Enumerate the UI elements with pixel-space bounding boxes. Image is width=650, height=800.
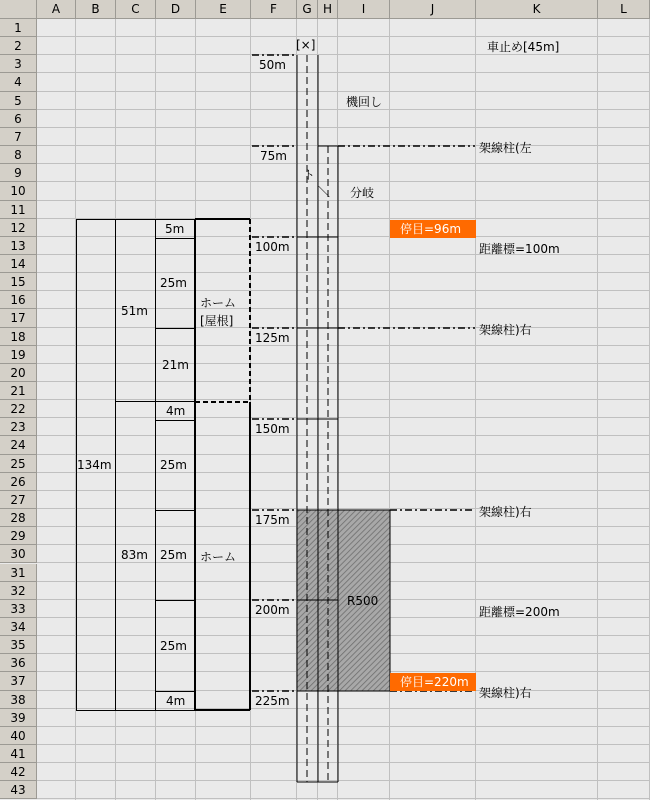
distance-100-label: 距離標=100m <box>479 242 560 256</box>
column-header-a[interactable]: A <box>37 0 76 19</box>
len-83m: 83m <box>121 548 148 562</box>
row-header-19[interactable]: 19 <box>0 346 37 364</box>
platform-roof-label-2: [屋根] <box>200 314 234 328</box>
row-header-18[interactable]: 18 <box>0 328 37 346</box>
marker-50m: 50m <box>259 58 286 72</box>
row-header-11[interactable]: 11 <box>0 201 37 219</box>
column-header-e[interactable]: E <box>196 0 251 19</box>
marker-175m: 175m <box>255 513 290 527</box>
row-header-6[interactable]: 6 <box>0 110 37 128</box>
row-header-39[interactable]: 39 <box>0 709 37 727</box>
marker-100m: 100m <box>255 240 290 254</box>
row-header-28[interactable]: 28 <box>0 509 37 527</box>
row-header-20[interactable]: 20 <box>0 364 37 382</box>
stopper-mark: [×] <box>296 38 316 52</box>
stop-marker-220: 停目=220m <box>390 673 476 691</box>
column-header-b[interactable]: B <box>76 0 116 19</box>
runaround-label: 機回し <box>346 95 383 109</box>
branch-label: 分岐 <box>350 186 375 200</box>
seg-21: 21m <box>162 358 189 372</box>
buffer-stop-label: 車止め[45m] <box>487 40 560 54</box>
column-header-l[interactable]: L <box>598 0 650 19</box>
row-header-34[interactable]: 34 <box>0 618 37 636</box>
switch-mark: ト <box>303 168 316 182</box>
diag-mark: ＼ <box>318 185 331 199</box>
row-header-25[interactable]: 25 <box>0 455 37 473</box>
pole-right-label-1: 架線柱)右 <box>479 323 532 337</box>
marker-225m: 225m <box>255 694 290 708</box>
row-header-9[interactable]: 9 <box>0 164 37 182</box>
row-header-15[interactable]: 15 <box>0 273 37 291</box>
row-header-1[interactable]: 1 <box>0 19 37 37</box>
row-header-21[interactable]: 21 <box>0 382 37 400</box>
row-header-14[interactable]: 14 <box>0 255 37 273</box>
column-header-k[interactable]: K <box>476 0 598 19</box>
column-header-i[interactable]: I <box>338 0 390 19</box>
row-header-42[interactable]: 42 <box>0 763 37 781</box>
marker-150m: 150m <box>255 422 290 436</box>
row-header-29[interactable]: 29 <box>0 527 37 545</box>
column-header-j[interactable]: J <box>390 0 476 19</box>
row-header-22[interactable]: 22 <box>0 400 37 418</box>
row-header-4[interactable]: 4 <box>0 73 37 92</box>
marker-125m: 125m <box>255 331 290 345</box>
row-header-27[interactable]: 27 <box>0 491 37 509</box>
row-header-24[interactable]: 24 <box>0 436 37 455</box>
row-header-35[interactable]: 35 <box>0 636 37 654</box>
pole-left-label: 架線柱(左 <box>479 141 532 155</box>
row-header-23[interactable]: 23 <box>0 418 37 436</box>
seg-25a: 25m <box>160 276 187 290</box>
row-header-41[interactable]: 41 <box>0 745 37 763</box>
row-header-38[interactable]: 38 <box>0 691 37 709</box>
marker-200m: 200m <box>255 603 290 617</box>
row-header-33[interactable]: 33 <box>0 600 37 618</box>
row-header-31[interactable]: 31 <box>0 564 37 582</box>
row-header-10[interactable]: 10 <box>0 182 37 201</box>
row-header-12[interactable]: 12 <box>0 219 37 237</box>
r500-label: R500 <box>347 594 379 608</box>
row-header-26[interactable]: 26 <box>0 473 37 491</box>
seg-4a: 4m <box>166 404 186 418</box>
row-header-40[interactable]: 40 <box>0 727 37 745</box>
row-header-13[interactable]: 13 <box>0 237 37 255</box>
seg-5m: 5m <box>165 222 185 236</box>
row-header-30[interactable]: 30 <box>0 545 37 563</box>
marker-75m: 75m <box>260 149 287 163</box>
row-header-2[interactable]: 2 <box>0 37 37 55</box>
seg-25b: 25m <box>160 458 187 472</box>
row-header-7[interactable]: 7 <box>0 128 37 146</box>
seg-4b: 4m <box>166 694 186 708</box>
row-header-43[interactable]: 43 <box>0 781 37 799</box>
row-header-17[interactable]: 17 <box>0 309 37 328</box>
pole-right-label-3: 架線柱)右 <box>479 686 532 700</box>
platform-label: ホーム <box>200 550 237 564</box>
column-header-c[interactable]: C <box>116 0 156 19</box>
platform-roof-label-1: ホーム <box>200 296 237 310</box>
row-header-37[interactable]: 37 <box>0 672 37 691</box>
column-header-f[interactable]: F <box>251 0 297 19</box>
seg-25d: 25m <box>160 639 187 653</box>
row-header-32[interactable]: 32 <box>0 582 37 600</box>
column-header-g[interactable]: G <box>297 0 318 19</box>
row-header-16[interactable]: 16 <box>0 291 37 309</box>
row-header-5[interactable]: 5 <box>0 92 37 110</box>
column-header-h[interactable]: H <box>318 0 338 19</box>
stop-marker-96: 停目=96m <box>390 220 476 238</box>
pole-right-label-2: 架線柱)右 <box>479 505 532 519</box>
len-51m: 51m <box>121 304 148 318</box>
row-header-3[interactable]: 3 <box>0 55 37 73</box>
row-header-8[interactable]: 8 <box>0 146 37 164</box>
seg-25c: 25m <box>160 548 187 562</box>
column-header-d[interactable]: D <box>156 0 196 19</box>
len-134m: 134m <box>77 458 112 472</box>
row-header-36[interactable]: 36 <box>0 654 37 672</box>
distance-200-label: 距離標=200m <box>479 605 560 619</box>
